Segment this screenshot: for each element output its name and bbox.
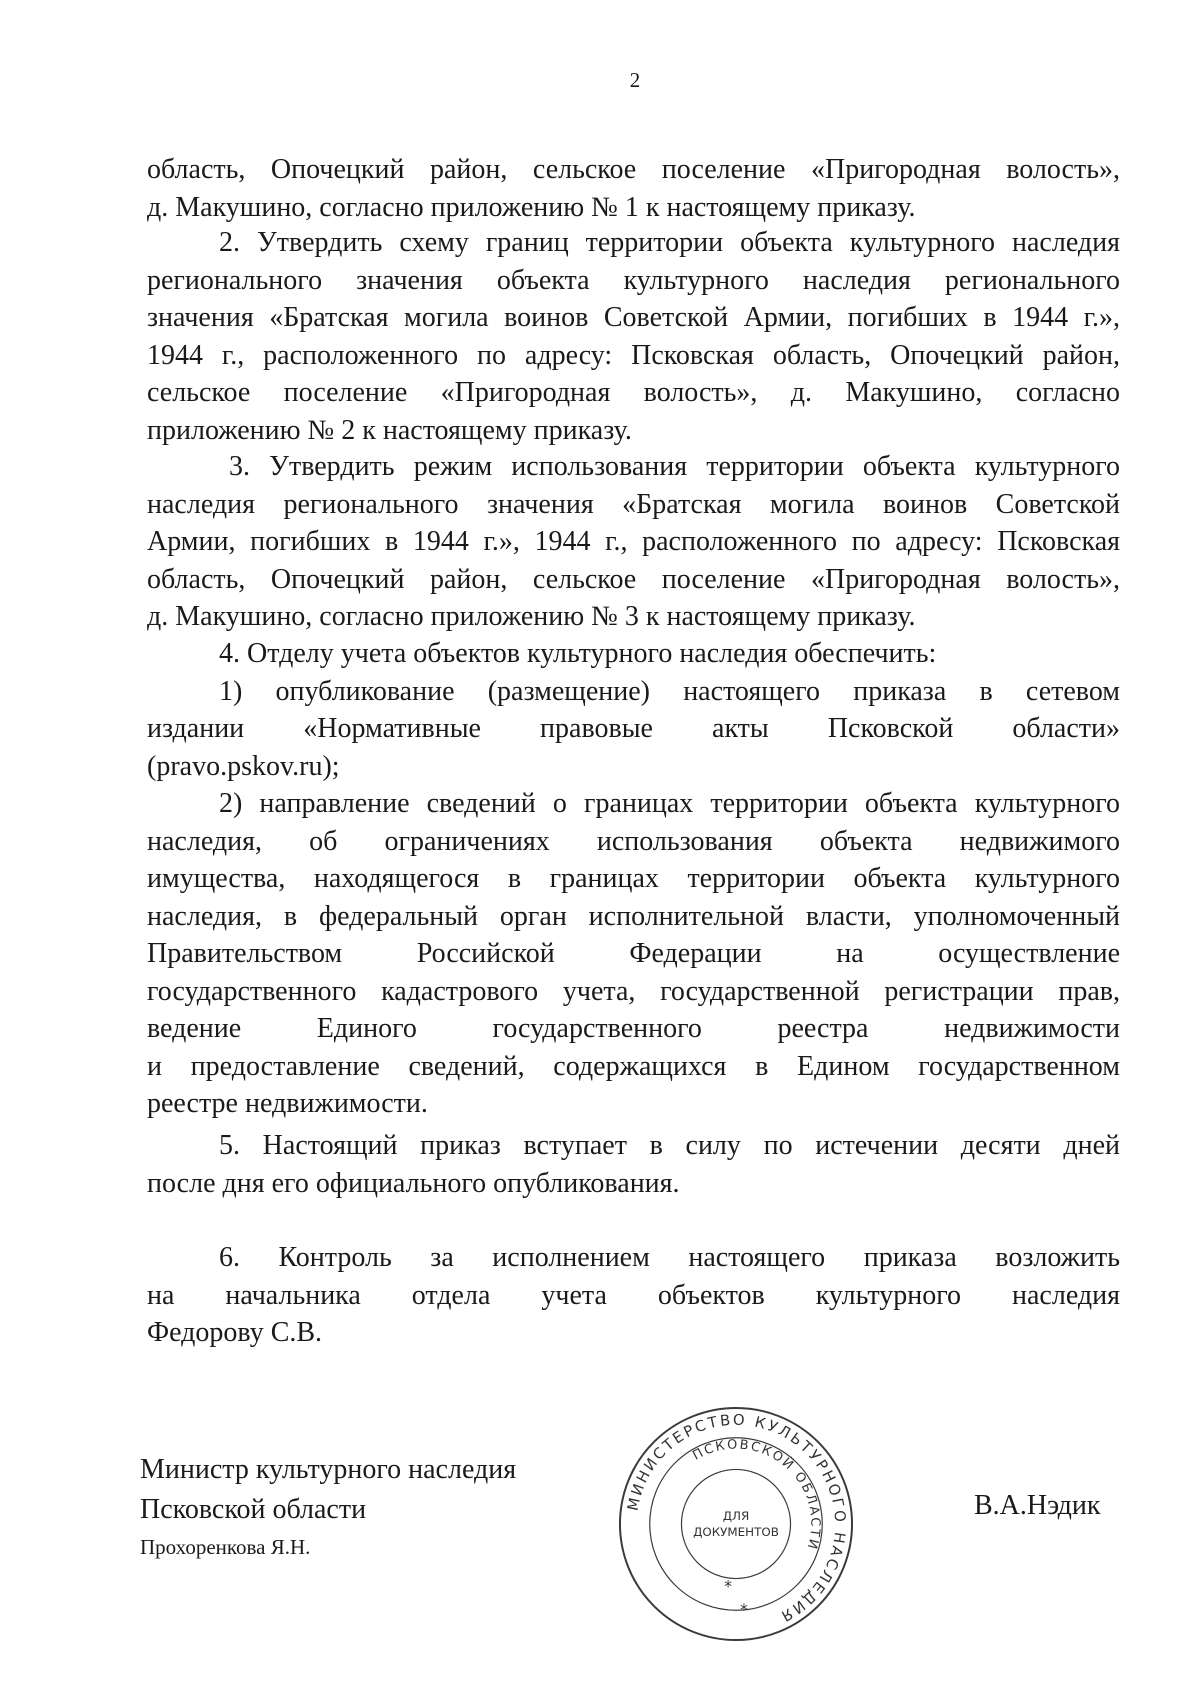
text-line: на начальника отдела учета объектов культурного наследия [147,1279,1120,1311]
text-line: (pravo.pskov.ru); [147,750,340,782]
stamp-inner-text: ПСКОВСКОЙ ОБЛАСТИ [690,1437,823,1553]
text-line: 5. Настоящий приказ вступает в силу по истечении десяти дней [219,1130,1120,1161]
text-line: 3. Утвердить режим использования территории объекта культурного [229,451,1120,482]
signer-position: Министр культурного наследия [140,1454,517,1485]
text-line: наследия, в федеральный орган исполнительной власти, уполномоченный [147,900,1120,932]
stamp-center-line2: ДОКУМЕНТОВ [693,1524,779,1539]
text-line: ведение Единого государственного реестра недвижимости [147,1013,1120,1044]
paragraph-5 [147,1127,1120,1202]
text-line: 2) направление сведений о границах территории объекта культурного [219,788,1120,819]
text-line: 6. Контроль за исполнением настоящего приказа возложить [219,1242,1120,1273]
paragraph-4-2 [147,785,1120,1123]
text-line: 1944 г., расположенного по адресу: Псковская область, Опочецкий район, [147,339,1120,371]
official-stamp [617,1405,855,1643]
text-line: реестре недвижимости. [147,1088,428,1119]
paragraph-3 [147,448,1120,636]
text-line: приложению № 2 к настоящему приказу. [147,414,632,446]
text-line: 1) опубликование (размещение) настоящего приказа в сетевом [219,675,1120,707]
text-line: сельское поселение «Пригородная волость», д. Макушино, согласно [147,377,1120,408]
paragraph-2 [147,224,1120,449]
text-line: государственного кадастрового учета, государственной регистрации прав, [147,975,1120,1007]
text-line: Федорову С.В. [147,1317,323,1348]
text-line: Армии, погибших в 1944 г.», 1944 г., расположенного по адресу: Псковская [147,526,1120,557]
paragraph-6 [147,1239,1120,1352]
executor-name: Прохоренкова Я.Н. [140,1535,311,1559]
page-number: 2 [629,68,641,92]
signer-position-region: Псковской области [140,1494,367,1525]
text-line: и предоставление сведений, содержащихся в Едином государственном [147,1050,1120,1082]
text-line: наследия регионального значения «Братская могила воинов Советской [147,488,1120,520]
text-line: после дня его официального опубликования. [147,1167,680,1199]
text-line: 2. Утвердить схему границ территории объекта культурного наследия [219,227,1120,258]
text-line: регионального значения объекта культурного наследия регионального [147,264,1120,296]
stamp-center-line1: ДЛЯ [722,1509,750,1524]
stamp-star: * [739,1600,748,1620]
text-line: д. Макушино, согласно приложению № 3 к настоящему приказу. [147,601,916,632]
stamp-star: * [724,1576,733,1596]
paragraph-4 [147,635,1120,785]
text-line: наследия, об ограничениях использования объекта недвижимого [147,825,1120,857]
stamp-outer-text: МИНИСТЕРСТВО КУЛЬТУРНОГО НАСЛЕДИЯ [623,1410,850,1627]
text-line: область, Опочецкий район, сельское поселение «Пригородная волость», [147,154,1120,185]
text-line: область, Опочецкий район, сельское поселение «Пригородная волость», [147,563,1120,595]
text-line: имущества, находящегося в границах территории объекта культурного [147,863,1120,894]
signature-block [140,1450,516,1564]
text-line: значения «Братская могила воинов Советской Армии, погибших в 1944 г.», [147,302,1120,333]
document-body [147,151,1120,226]
signer-name: В.А.Нэдик [974,1490,1101,1521]
text-line: издании «Нормативные правовые акты Псковской области» [147,713,1120,744]
text-line: 4. Отделу учета объектов культурного наследия обеспечить: [219,638,937,669]
text-line: Правительством Российской Федерации на осуществление [147,938,1120,969]
text-line: д. Макушино, согласно приложению № 1 к настоящему приказу. [147,191,916,223]
